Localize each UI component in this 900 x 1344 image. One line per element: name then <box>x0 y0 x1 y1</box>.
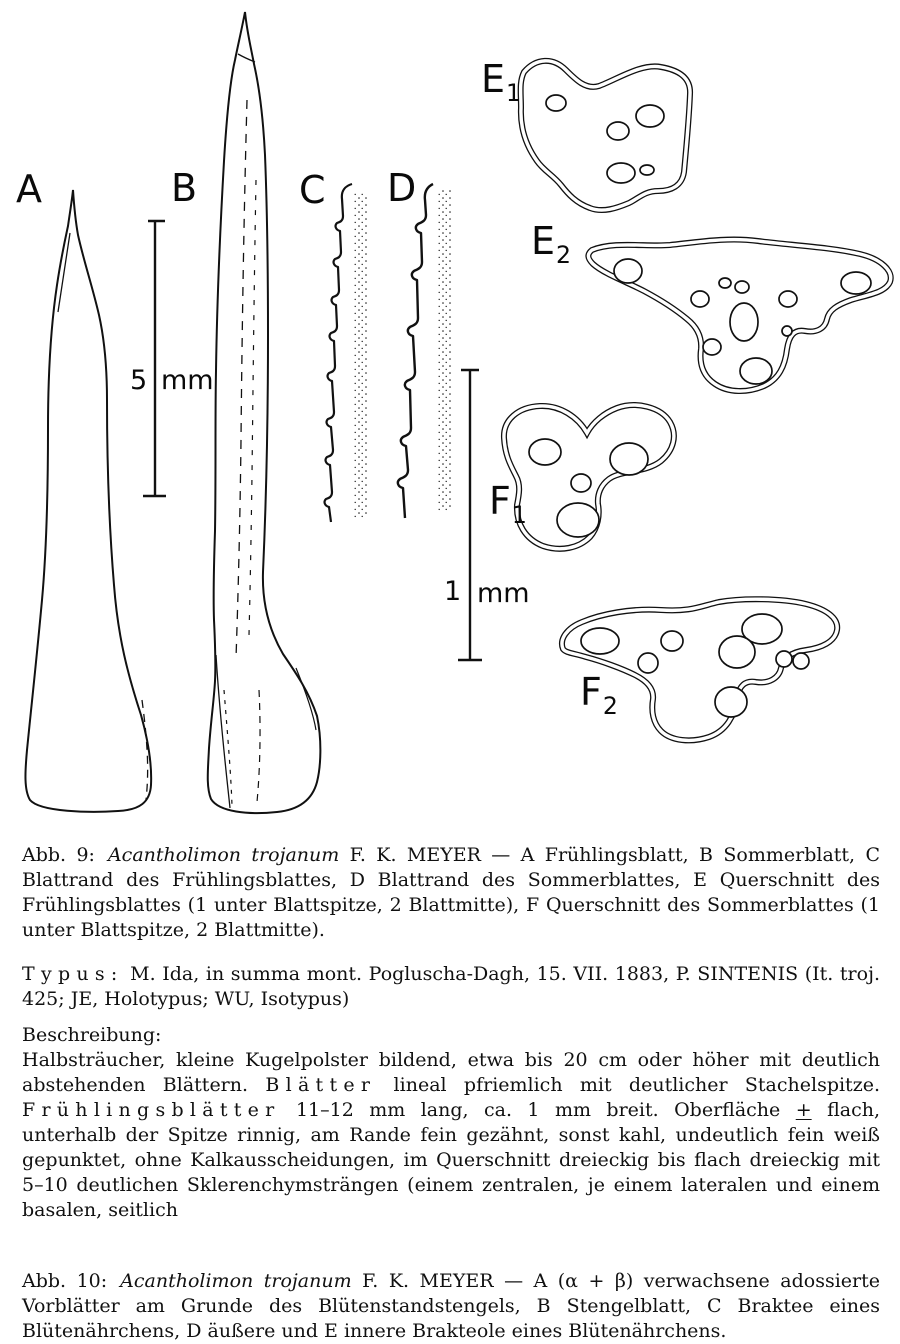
label-text: E <box>531 219 556 263</box>
text-segment: F. K. MEYER — A Frühlingsblatt, B Sommerblatt, C Blattrand des Frühlingsblattes, D Blattrand des Sommerblattes, E Querschnitt des Frühlingsblattes (1 unter Blattspitze, 2 Blattmitte), F Querschnitt des Sommerblattes (1 unter Blattspitze, 2 Blattmitte). <box>22 844 880 941</box>
caption-abb10 <box>22 1269 880 1344</box>
label-text: C <box>299 168 326 212</box>
text-block <box>22 843 880 1344</box>
margin-stipple-band <box>437 190 452 512</box>
caption-abb9 <box>22 843 880 943</box>
spring-leaf-cross-section-tip <box>521 61 690 210</box>
label-text: D <box>387 166 417 210</box>
text-segment: Halbsträucher, kleine Kugelpolster bildend, etwa bis 20 cm oder höher mit deutlich abstehenden Blättern. <box>22 1049 880 1096</box>
margin-stipple-band <box>353 193 368 519</box>
text-segment: 11–12 mm lang, ca. 1 mm breit. Oberfläche <box>280 1099 796 1121</box>
text-segment: flach, unterhalb der Spitze rinnig, am Rande fein gezähnt, sonst kahl, undeutlich fein weiß gepunktet, ohne Kalkausscheidungen, im Querschnitt dreieckig bis flach dreieckig mit 5–10 deutlichen Sklerenchymsträngen (einem zentralen, je einem lateralen und einem basalen, seitlich <box>22 1099 880 1221</box>
margin-serrated-edge <box>325 184 352 522</box>
scalebar-1mm-value <box>444 578 461 605</box>
label-text: A <box>16 167 42 211</box>
spring-leaf-drawing <box>25 190 151 812</box>
text-segment: Acantholimon trojanum <box>107 844 340 866</box>
scale-value: 1 <box>444 576 462 607</box>
beschreibung-body <box>22 1048 880 1223</box>
label-cross-section-e2 <box>531 219 571 269</box>
label-cross-section-e1 <box>481 57 521 107</box>
label-subscript: 1 <box>506 78 521 107</box>
text-segment: Frühlingsblätter <box>22 1099 281 1121</box>
label-subscript: 2 <box>556 240 571 269</box>
label-margin-d <box>387 166 417 210</box>
summer-leaf-cross-section-tip <box>504 405 674 549</box>
label-margin-c <box>299 168 326 212</box>
text-segment: lineal pfriemlich mit deutlicher Stachelspitze. <box>376 1074 880 1096</box>
scale-unit: mm <box>477 578 530 609</box>
leaf-outline <box>25 190 151 812</box>
label-subscript: 2 <box>602 691 618 720</box>
typus-paragraph <box>22 962 880 1012</box>
label-text: B <box>171 166 198 210</box>
spring-leaf-cross-section-middle <box>588 240 890 392</box>
scalebar-5mm-unit <box>161 367 214 394</box>
label-leaf-b <box>171 166 198 210</box>
spring-leaf-margin-drawing <box>325 184 368 522</box>
scalebar-1mm <box>458 370 482 660</box>
scalebar-5mm-value <box>130 367 147 394</box>
beschreibung-heading: Beschreibung: <box>22 1024 162 1046</box>
scale-unit: mm <box>161 365 214 396</box>
text-segment: + <box>795 1099 812 1121</box>
label-cross-section-f1 <box>489 479 527 529</box>
label-subscript: 1 <box>511 500 527 529</box>
margin-serrated-edge <box>398 184 433 518</box>
text-segment: Abb. 10: <box>22 1270 108 1292</box>
text-segment: Typus: <box>22 963 124 985</box>
summer-leaf-drawing <box>208 12 321 813</box>
summer-leaf-margin-drawing <box>398 184 452 518</box>
scalebar-5mm <box>143 221 166 496</box>
label-cross-section-f2 <box>580 670 618 720</box>
scale-value: 5 <box>130 365 148 396</box>
label-text: F <box>580 670 602 714</box>
label-text: F <box>489 479 511 523</box>
text-segment: F. K. MEYER — A (α + β) verwachsene adossierte Vorblätter am Grunde des Blütenstandstengels, B Stengelblatt, C Braktee eines Blütenährchens, D äußere und E innere Brakteole eines Blütenährchens. <box>22 1270 880 1342</box>
text-segment: M. Ida, in summa mont. Pogluscha-Dagh, 15. VII. 1883, P. SINTENIS (It. troj. 425; JE, Holotypus; WU, Isotypus) <box>22 963 880 1010</box>
scalebar-1mm-unit <box>477 580 530 607</box>
label-text: E <box>481 57 506 101</box>
text-segment: Blätter <box>265 1074 377 1096</box>
label-leaf-a <box>16 167 42 211</box>
text-segment: Acantholimon trojanum <box>120 1270 352 1292</box>
text-segment: Abb. 9: <box>22 844 95 866</box>
